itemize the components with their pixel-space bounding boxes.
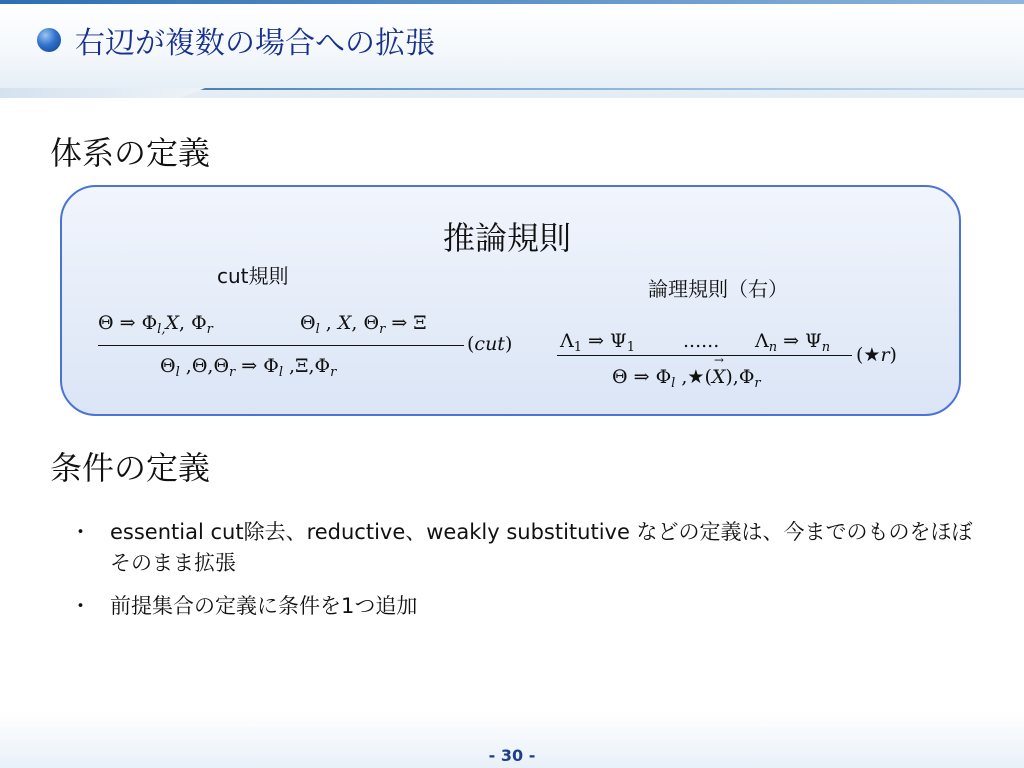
section-heading-system: 体系の定義 [50,134,211,172]
title-bullet-icon [37,28,61,52]
logic-ellipsis: ...... [683,330,720,352]
cut-premise-2: $\Theta_l$ , X, $\Theta_r$ ⇒ Ξ [300,312,427,337]
list-item [70,591,980,622]
bullet-marker: ・ [70,520,91,544]
header-swoosh [0,88,205,98]
logic-conclusion: Θ ⇒ $\Phi_l$ ,★(→ $X),\Phi_r$ [612,366,761,391]
bullet-marker: ・ [70,594,91,618]
logic-premise-n: $\Lambda_n$ ⇒ $\Psi_n$ [755,330,831,355]
cut-inference-line [98,345,464,346]
page-number: - 30 - [488,746,536,765]
cut-premise-1: Θ ⇒ $\Phi_{l,}X$, $\Phi_r$ [98,312,213,337]
cut-rule-name: (cut) [467,333,513,355]
logic-rule-name: (★r) [856,344,897,366]
list-item [70,517,980,579]
cut-rule-label: cut規則 [217,264,289,288]
condition-bullet-list [70,517,980,634]
bullet-text: essential cut除去、reductive、weakly substitutive などの定義は、今までのものをほぼそのまま拡張 [110,520,973,575]
slide-title: 右辺が複数の場合への拡張 [75,26,435,61]
logic-inference-line [557,355,852,356]
bullet-text: 前提集合の定義に条件を1つ追加 [110,594,418,618]
header-top-line [0,0,1024,4]
cut-conclusion: $\Theta_l$ $,\Theta,\Theta_r$ ⇒ $\Phi_l$ $,\Xi,\Phi_r$ [160,355,337,380]
section-heading-condition: 条件の定義 [50,449,211,487]
inference-rules-title: 推論規則 [443,219,572,257]
logic-rule-label: 論理規則（右） [648,277,788,301]
logic-premise-1: $\Lambda_1$ ⇒ $\Psi_1$ [560,330,635,355]
